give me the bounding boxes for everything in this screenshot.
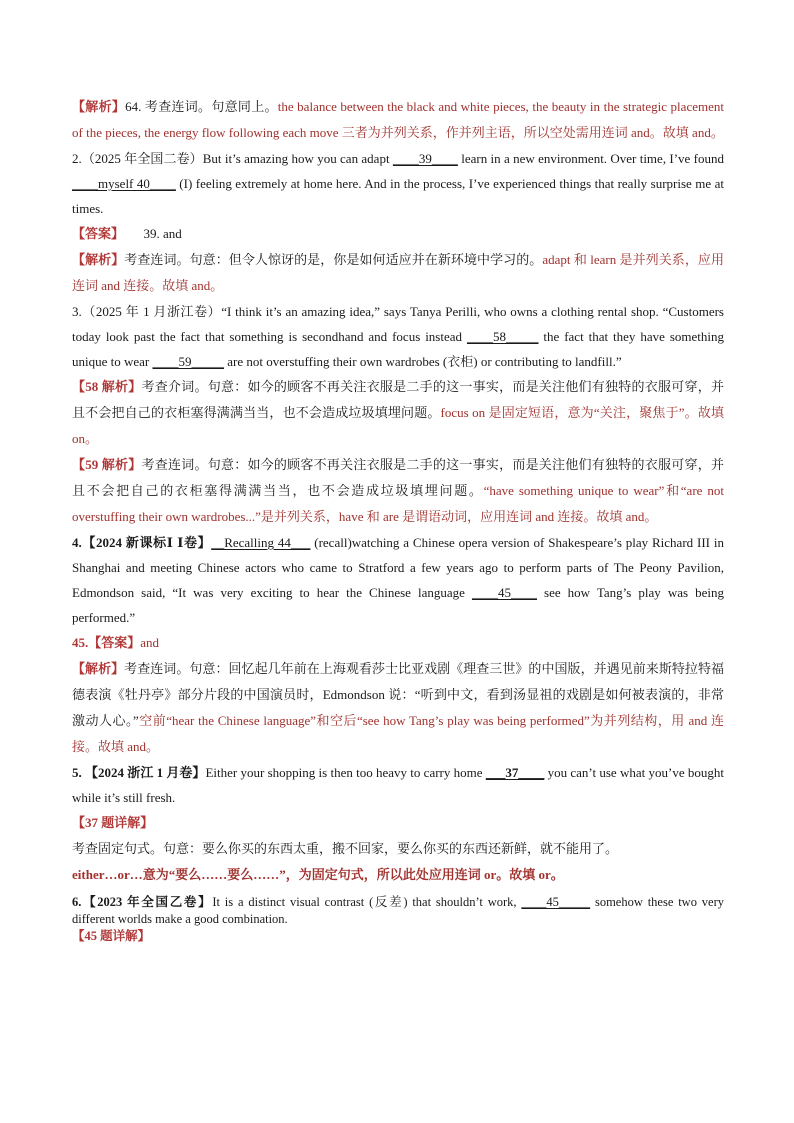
answer-4 — [72, 630, 724, 656]
question-6 — [72, 894, 724, 928]
analysis-text: 64. 考查连词。句意同上。 — [125, 99, 278, 114]
question-text: (I) feeling extremely at home here. And in the process, I’ve experienced things that really surprise me at times. — [72, 176, 724, 216]
question-text: see how Tang’s play was being performed.” — [72, 585, 724, 625]
question-5 — [72, 760, 724, 810]
question-text: are not overstuffing their own wardrobes (衣柜) or contributing to landfill.” — [224, 354, 622, 369]
answer-text: and — [140, 635, 160, 650]
blank-45-q6: ____45_____ — [521, 895, 591, 909]
analysis-59 — [72, 452, 724, 530]
question-text: But it’s amazing how you can adapt — [202, 151, 393, 166]
analysis-tag: 【解析】 — [72, 252, 125, 267]
blank-59: ____59_____ — [152, 354, 225, 369]
analysis-red-text: “have something unique to wear”和“are not overstuffing their own wardrobes...”是并列关系，have 和 are 是谓语动词，应用连词 and 连接。故填 and。 — [72, 483, 724, 524]
answer-tag: 【答案】 — [72, 226, 125, 241]
question-text: Either your shopping is then too heavy to carry home — [205, 765, 486, 780]
paragraph-64-analysis — [72, 94, 724, 146]
detail-heading: 【45 题详解】 — [72, 929, 151, 943]
analysis-58 — [72, 374, 724, 452]
question-text: the fact that they have something unique to wear — [72, 329, 724, 369]
analysis-red-text: 空前“hear the Chinese language”和空后“see how Tang’s play was being performed”为并列结构，用 and 连接。故填 and。 — [72, 713, 724, 754]
blank-37: ___37____ — [485, 765, 545, 780]
analysis-tag: 【58 解析】 — [72, 379, 142, 394]
analysis-red-text: adapt 和 learn 是并列关系，应用连词 and 连接。故填 and。 — [72, 252, 724, 293]
document-page — [72, 94, 724, 945]
question-4 — [72, 530, 724, 630]
question-text: somehow these two very different worlds make a good combination. — [72, 895, 724, 926]
question-text: (recall)watching a Chinese opera version of Shakespeare’s play Richard III in Shanghai and meeting Chinese actors who came to Stratford a few years ago to perform parts of The Peony Pavilion, Edmondson said, “It was very exciting to hear the Chinese language — [72, 535, 724, 600]
analysis-4 — [72, 656, 724, 760]
question-3 — [72, 299, 724, 374]
detail-37-text: 考查固定句式。句意：要么你买的东西太重，搬不回家，要么你买的东西还新鲜，就不能用了。 — [72, 841, 619, 856]
question-text: you can’t use what you’ve bought while it’s still fresh. — [72, 765, 724, 805]
question-label: 4.【2024 新课标Ⅰ Ⅰ卷】 — [72, 535, 212, 550]
detail-37-heading — [72, 810, 724, 836]
question-text: learn in a new environment. Over time, I’ve found — [457, 151, 724, 166]
question-label: 6.【2023 年全国乙卷】 — [72, 895, 213, 909]
blank-45: ____45____ — [471, 585, 537, 600]
analysis-text: 考查连词。句意：回忆起几年前在上海观看莎士比亚戏剧《理查三世》的中国版，并遇见前来斯特拉特福德表演《牡丹亭》部分片段的中国演员时，Edmondson 说：“听到中文，看到汤显祖的戏剧是如何被表演的，非常激动人心。” — [72, 661, 724, 728]
analysis-tag: 【解析】 — [72, 661, 125, 676]
analysis-text: 考查连词。句意：如今的顾客不再关注衣服是二手的这一事实，而是关注他们有独特的衣服可穿，并且不会把自己的衣柜塞得满满当当，也不会造成垃圾填埋问题。 — [72, 457, 724, 498]
question-2 — [72, 146, 724, 221]
analysis-text: 考查介词。句意：如今的顾客不再关注衣服是二手的这一事实，而是关注他们有独特的衣服可穿，并且不会把自己的衣柜塞得满满当当，也不会造成垃圾填埋问题。 — [72, 379, 724, 420]
detail-heading: 【37 题详解】 — [72, 815, 154, 830]
blank-40: ____myself 40____ — [72, 176, 176, 191]
blank-58: ____58_____ — [466, 329, 539, 344]
detail-37-red: either…or…意为“要么……要么……”，为固定句式，所以此处应用连词 or。故填 or。 — [72, 867, 564, 882]
detail-45-heading — [72, 928, 724, 945]
blank-39: ____39____ — [392, 151, 458, 166]
question-text: “I think it’s an amazing idea,” says Tanya Perilli, who owns a clothing rental shop. “Customers today look past the fact that something is secondhand and focus instead — [72, 304, 724, 344]
analysis-2 — [72, 247, 724, 299]
blank-44: __Recalling 44___ — [211, 535, 311, 550]
answer-text: 39. and — [124, 226, 182, 241]
analysis-red-text: focus on 是固定短语，意为“关注，聚焦于”。故填 on。 — [72, 405, 724, 446]
answer-tag: 45.【答案】 — [72, 635, 141, 650]
answer-2 — [72, 221, 724, 247]
question-label: 3.（2025 年 1 月浙江卷） — [72, 304, 222, 319]
question-text: It is a distinct visual contrast (反差) that shouldn’t work, — [212, 895, 522, 909]
analysis-red-text: the balance between the black and white pieces, the beauty in the strategic placement of the pieces, the energy flow following each move 三者为并列关系，作并列主语，所以空处需用连词 and。故填 and。 — [72, 99, 724, 140]
analysis-text: 考查连词。句意：但令人惊讶的是，你是如何适应并在新环境中学习的。 — [124, 252, 543, 267]
question-label: 2.（2025 年全国二卷） — [72, 151, 203, 166]
analysis-tag: 【解析】 — [72, 99, 126, 114]
question-label: 5. 【2024 浙江 1 月卷】 — [72, 765, 206, 780]
analysis-tag: 【59 解析】 — [72, 457, 142, 472]
